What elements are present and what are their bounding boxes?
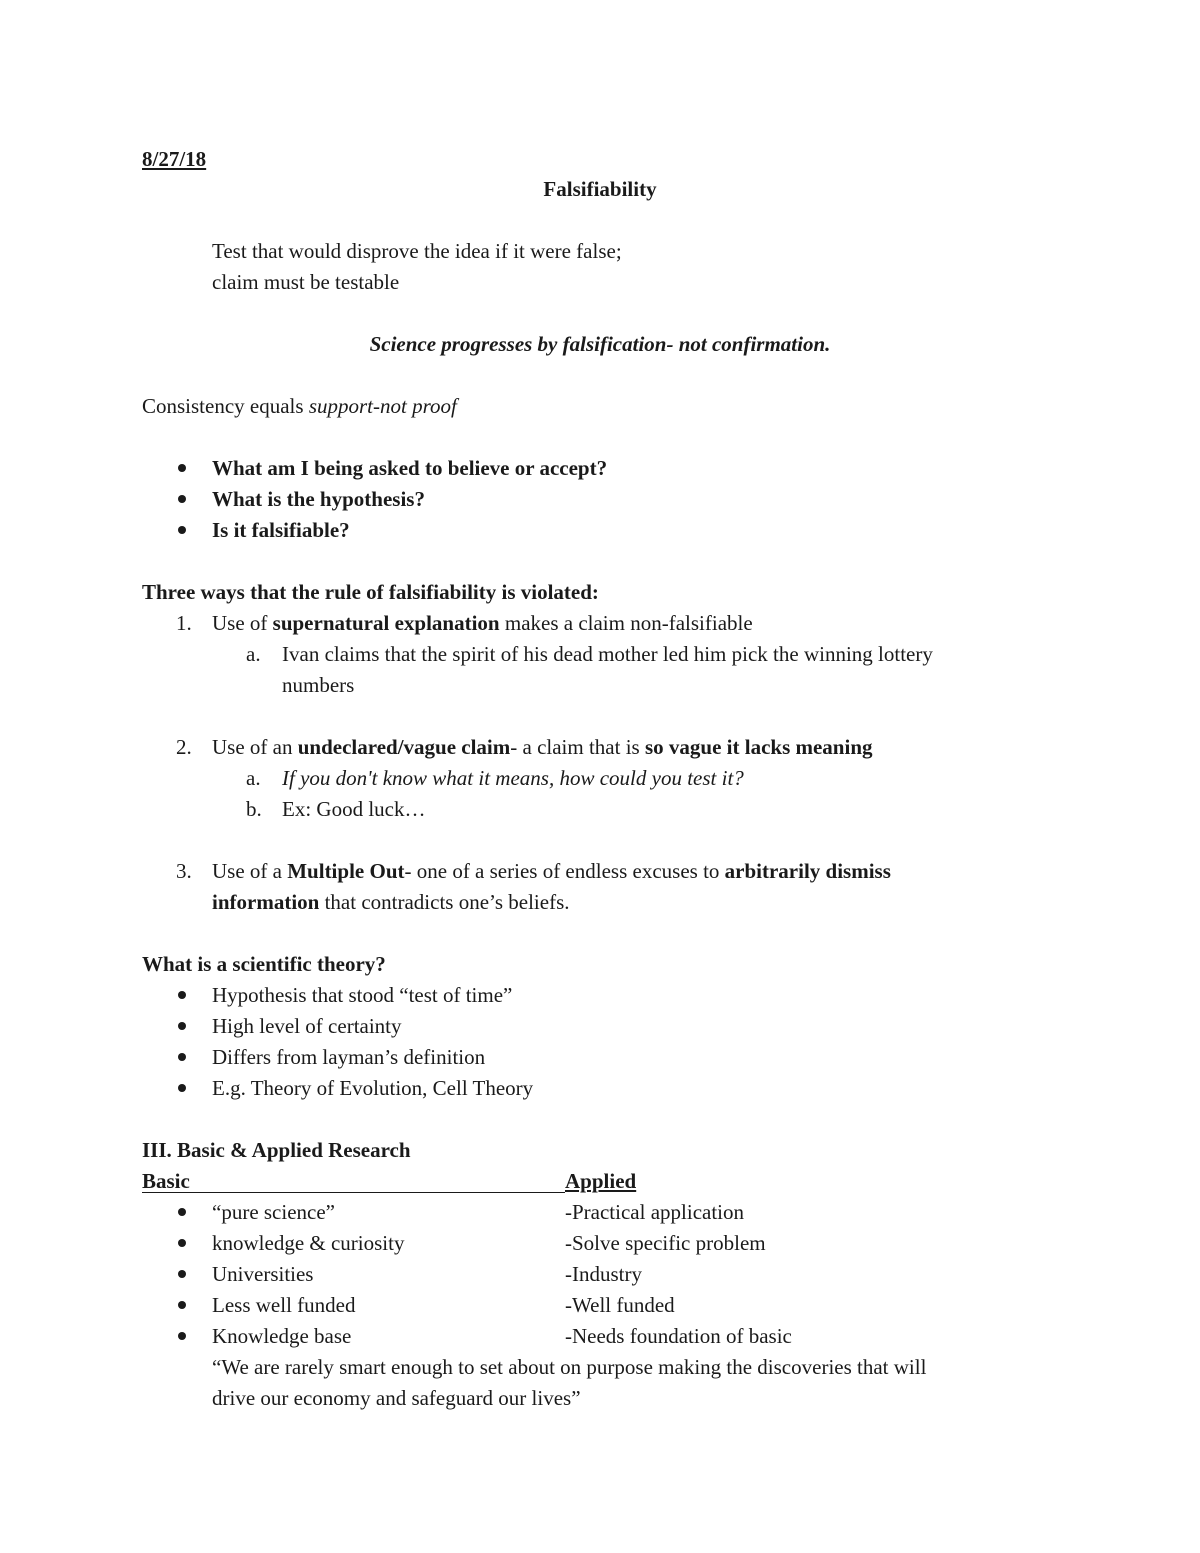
quote-line-1: “We are rarely smart enough to set about on purpose making the discoveries that will [212,1355,927,1379]
violation-number-3: 3. [176,859,192,883]
bullet-icon [178,464,186,472]
applied-text: -Industry [565,1262,642,1286]
bold-term: information [212,890,320,914]
basic-text: Less well funded [212,1293,356,1317]
violation-number-2: 2. [176,735,192,759]
bullet-icon [178,1084,186,1092]
research-heading: III. Basic & Applied Research [142,1138,411,1162]
violation-item-3-line-1 [212,858,891,884]
applied-text: -Practical application [565,1200,745,1224]
consistency-emphasis: support-not proof [308,394,457,418]
bullet-icon [178,991,186,999]
violation-2-sub-a: If you don't know what it means, how could you test it? [282,766,744,790]
bullet-icon [178,495,186,503]
basic-column-header [142,1168,565,1193]
applied-text: -Needs foundation of basic [565,1324,792,1348]
bullet-icon [178,1208,186,1216]
bullet-icon [178,1301,186,1309]
bold-term: so vague it lacks meaning [644,735,873,759]
text: Use of a [212,859,288,883]
violations-heading: Three ways that the rule of falsifiability is violated: [142,580,599,604]
bullet-icon [178,1053,186,1061]
definition-line-1: Test that would disprove the idea if it were false; [212,239,622,263]
applied-text: -Solve specific problem [565,1231,766,1255]
basic-text: “pure science” [212,1200,335,1224]
text: Use of [212,611,273,635]
basic-text: Universities [212,1262,314,1286]
violation-1-example-line-2: numbers [282,673,355,697]
basic-text: knowledge & curiosity [212,1231,405,1255]
sub-label: a. [246,766,261,790]
quote-line-2: drive our economy and safeguard our lives” [212,1386,581,1410]
question-text: Is it falsifiable? [212,518,350,542]
theory-text: Differs from layman’s definition [212,1045,486,1069]
principle: Science progresses by falsification- not confirmation. [369,332,831,356]
violation-2-sub-b: Ex: Good luck… [282,797,426,821]
date: 8/27/18 [142,147,207,171]
bold-term: arbitrarily dismiss [724,859,891,883]
bullet-icon [178,1239,186,1247]
text: - a claim that is [510,735,645,759]
text: Use of an [212,735,298,759]
violation-item-1 [212,610,753,636]
text: - one of a series of endless excuses to [404,859,725,883]
violation-item-2 [212,734,873,760]
basic-text: Knowledge base [212,1324,352,1348]
theory-text: Hypothesis that stood “test of time” [212,983,513,1007]
theory-text: E.g. Theory of Evolution, Cell Theory [212,1076,534,1100]
bullet-icon [178,526,186,534]
page-title [0,176,1200,202]
consistency-text: Consistency equals [142,394,309,418]
bold-term: undeclared/vague claim [297,735,511,759]
violation-1-example-line-1: Ivan claims that the spirit of his dead mother led him pick the winning lottery [282,642,933,666]
theory-text: High level of certainty [212,1014,402,1038]
text: makes a claim non-falsifiable [499,611,753,635]
consistency-line [142,393,457,419]
basic-label: Basic [142,1169,190,1193]
applied-text: -Well funded [565,1293,675,1317]
violation-number-1: 1. [176,611,192,635]
theory-heading: What is a scientific theory? [142,952,386,976]
question-text: What is the hypothesis? [212,487,425,511]
sub-label: a. [246,642,261,666]
applied-column-header: Applied [565,1169,637,1193]
question-text: What am I being asked to believe or accept? [212,456,608,480]
definition-line-2: claim must be testable [212,270,400,294]
bullet-icon [178,1332,186,1340]
bullet-icon [178,1022,186,1030]
bold-term: supernatural explanation [272,611,500,635]
bullet-icon [178,1270,186,1278]
title-text: Falsifiability [543,177,657,201]
text: that contradicts one’s beliefs. [319,890,570,914]
bold-term: Multiple Out [287,859,405,883]
sub-label: b. [246,797,262,821]
violation-item-3-line-2 [212,889,570,915]
